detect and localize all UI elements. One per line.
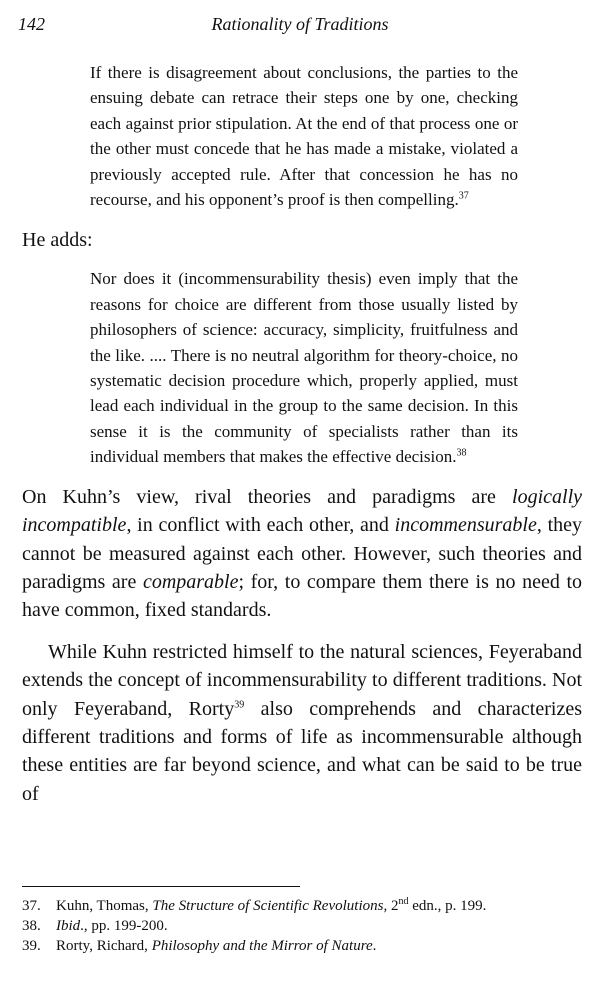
footnote-37 [22, 896, 582, 916]
footnotes [22, 896, 582, 956]
footnote-title: The Structure of Scientific Revolutions, [152, 898, 388, 914]
footnote-author: Rorty, Richard, [56, 938, 152, 954]
emphasis-incommensurable: incommensurable [394, 514, 537, 537]
paragraph-1-mid-2: , they cannot be measured against each other. However, such theories and paradigms are [22, 514, 583, 593]
footnote-ref-38: 38 [456, 447, 467, 459]
block-quote-2 [90, 266, 518, 469]
block-quote-2-text: Nor does it (incommensurability thesis) even imply that the reasons for choice are different from those usually listed by philosophers of science: accuracy, simplicity, fruitfulness and the like. .... There is no neutral algorithm for theory-choice, no systematic decision procedure which, properly applied, must lead each individual in the group to the same decision. In this sense it is the community of specialists rather than its individual members that makes the effective decision. [90, 269, 518, 467]
running-head [18, 14, 582, 38]
footnote-rule [22, 886, 300, 887]
footnote-title: Philosophy and the Mirror of Nature [151, 938, 373, 954]
footnote-38 [22, 916, 582, 936]
footnote-number: 37. [22, 898, 41, 914]
paragraph-1-mid-1: , in conflict with each other, and [126, 514, 389, 537]
paragraph-2-lead: While Kuhn restricted himself to the natural sciences, Feyeraband extends the concept of incommensurability to different traditions. Not only Feyeraband, Rorty [22, 640, 582, 720]
paragraph-feyeraband [22, 638, 582, 808]
footnote-rest: edn., p. 199. [408, 898, 487, 914]
footnote-number: 38. [22, 918, 41, 934]
emphasis-logically-incompatible: logically incompatible [22, 485, 583, 537]
page-number: 142 [18, 14, 45, 34]
paragraph-kuhn-view [22, 483, 582, 625]
block-quote-1-text: If there is disagreement about conclusions, the parties to the ensuing debate can retrace their steps one by one, checking each against prior stipulation. At the end of that process one or the other must concede that he has made a mistake, violated a previously accepted rule. After that concession he has no recourse, and his opponent’s proof is then compelling. [90, 63, 518, 210]
footnote-text [56, 916, 582, 936]
running-title: Rationality of Traditions [211, 14, 389, 34]
footnote-ref-37: 37 [458, 190, 469, 202]
footnote-edition: 2 [387, 898, 399, 914]
footnote-ibid: Ibid [56, 918, 81, 934]
footnote-edition-superscript: nd [398, 896, 409, 907]
page-body [22, 60, 582, 808]
paragraph-1-tail: ; for, to compare them there is no need to have common, fixed standards. [22, 570, 582, 622]
block-quote-1 [90, 60, 518, 212]
he-adds-line: He adds: [22, 229, 93, 252]
footnote-author: Kuhn, Thomas, [56, 898, 153, 914]
footnote-rest: ., pp. 199-200. [80, 918, 168, 934]
emphasis-comparable: comparable [142, 570, 239, 593]
footnote-ref-39: 39 [234, 698, 245, 710]
paragraph-2-tail: also comprehends and characterizes different traditions and forms of life as incommensurable although these entities are far beyond science, and what can be said to be true of [22, 697, 582, 805]
footnote-text [56, 896, 582, 916]
footnote-number: 39. [22, 938, 41, 954]
footnote-text [56, 936, 582, 956]
paragraph-1-lead: On Kuhn’s view, rival theories and paradigms are [22, 485, 496, 508]
footnote-rest: . [372, 938, 377, 954]
footnote-39 [22, 936, 582, 956]
